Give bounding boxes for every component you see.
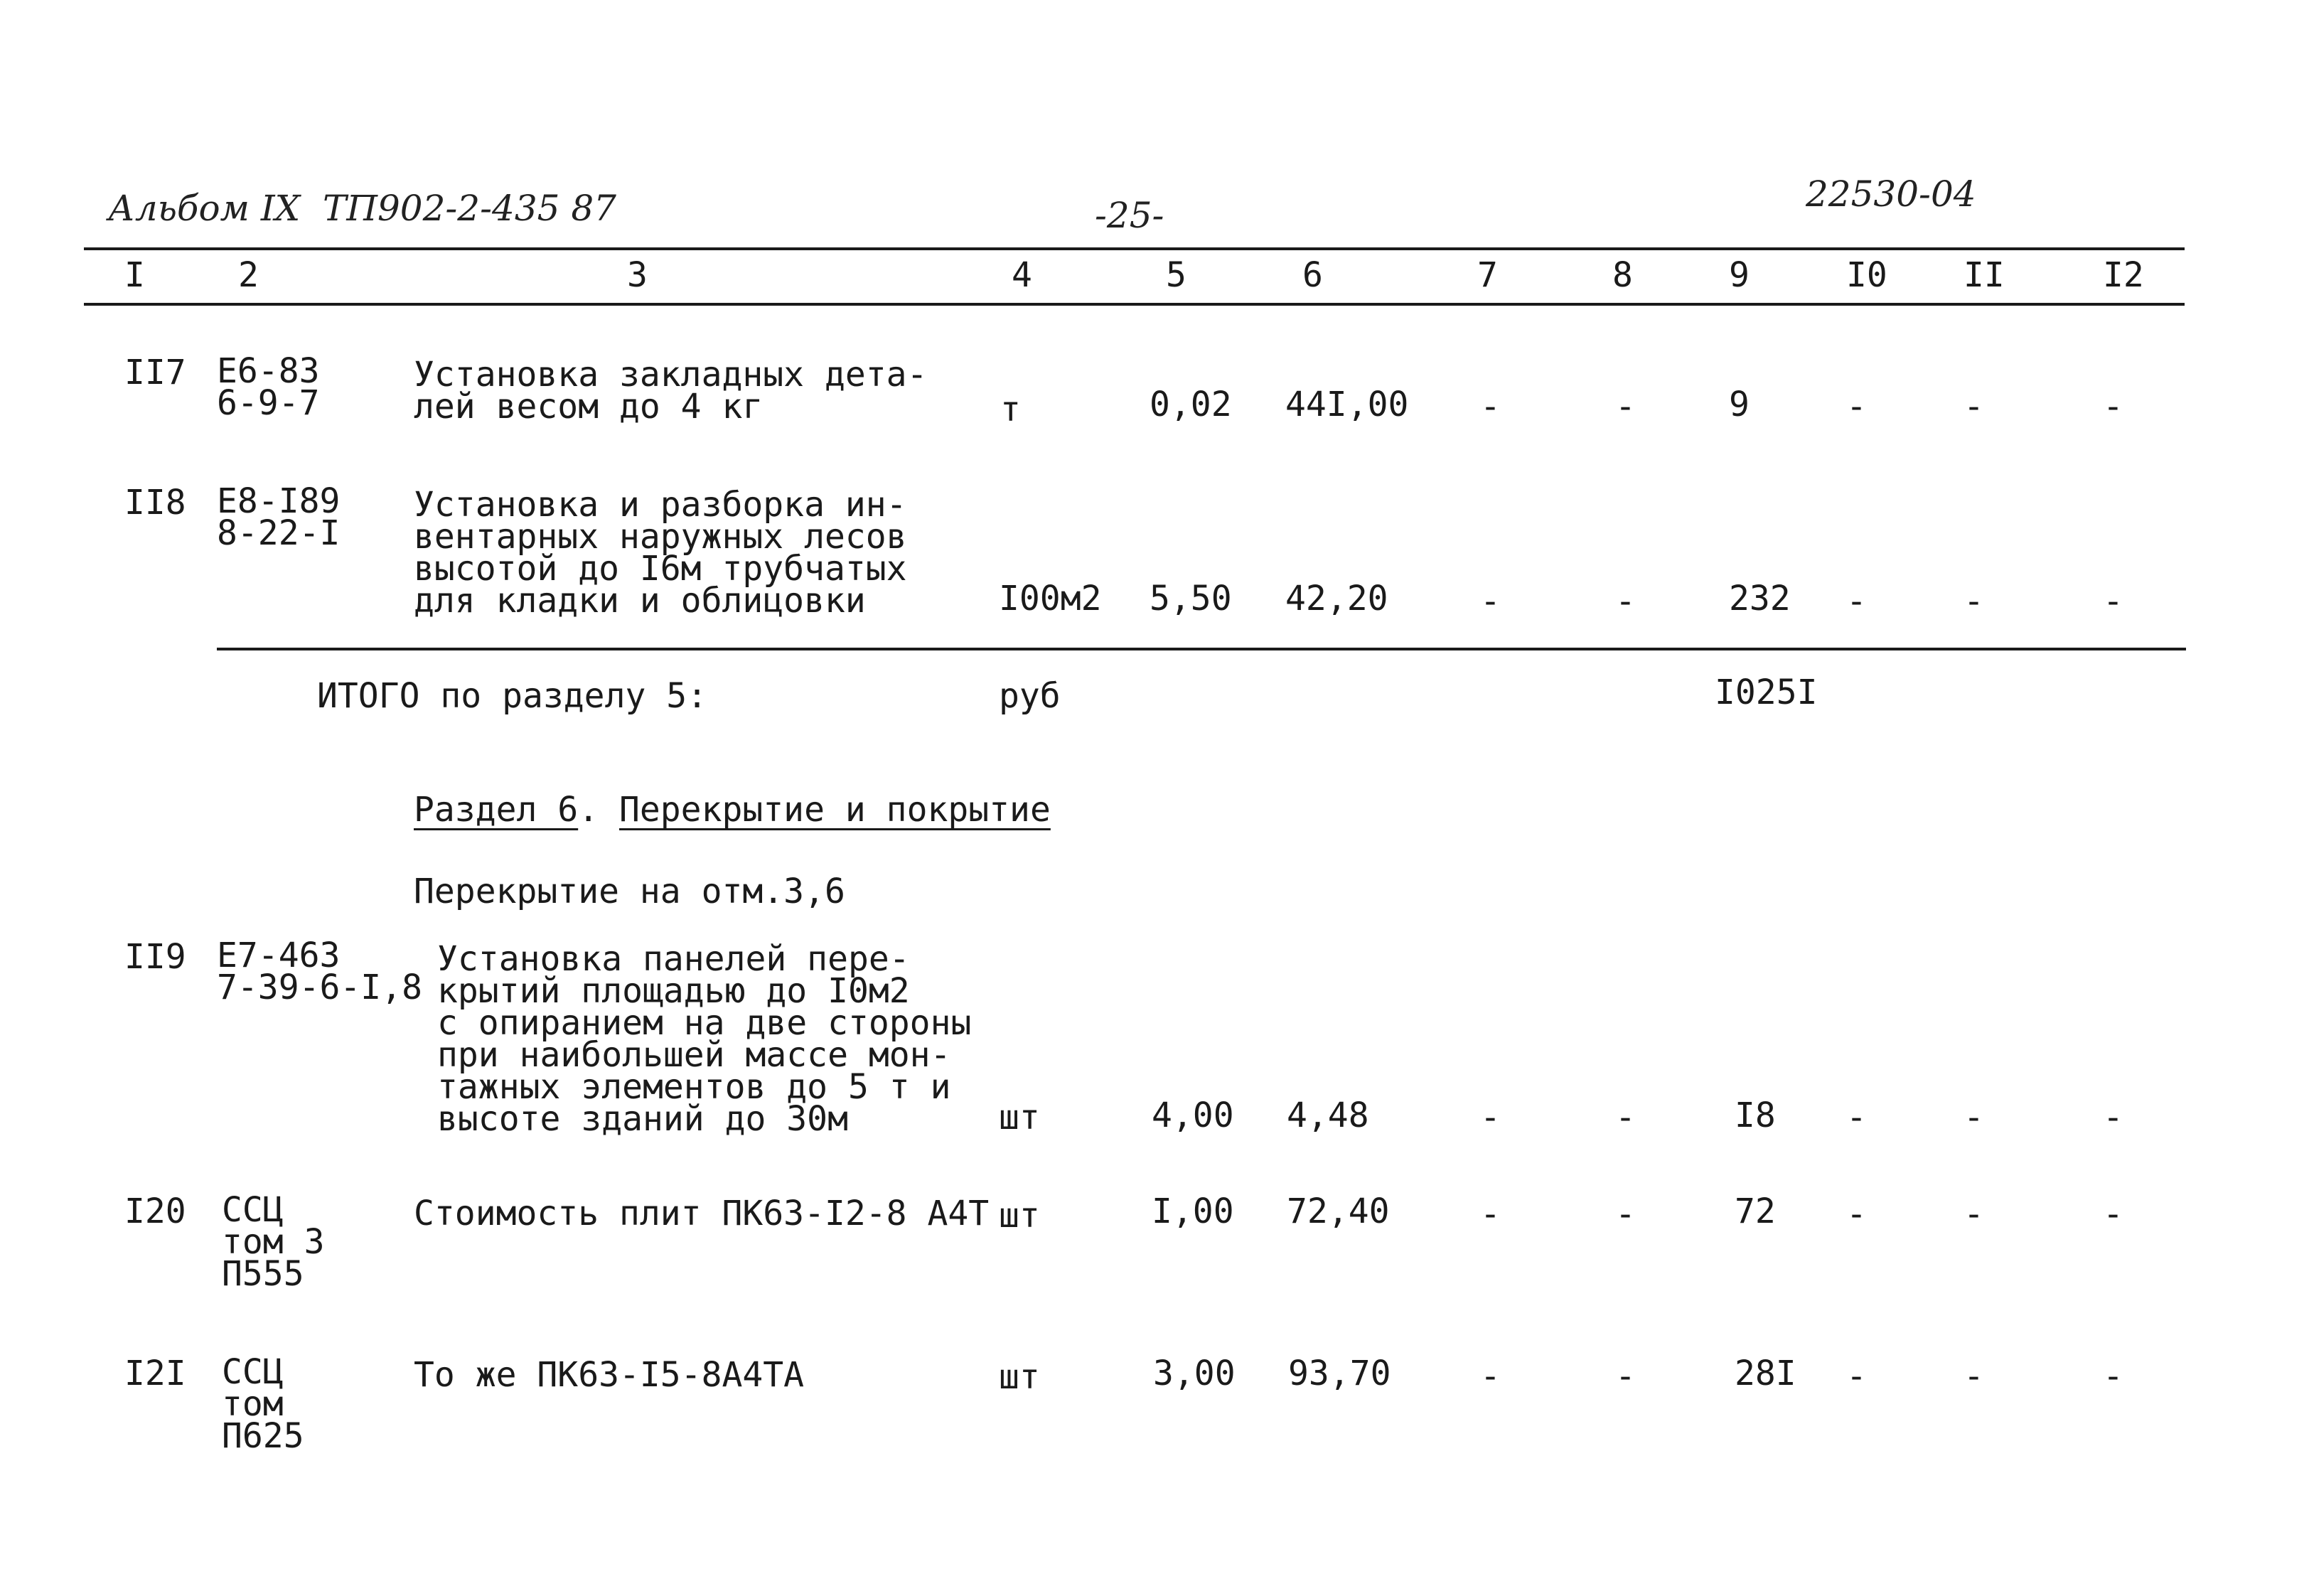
column-header: 6 — [1302, 255, 1323, 295]
row-col8: - — [1615, 1194, 1636, 1234]
row-description: То же ПК63-I5-8А4ТА — [414, 1355, 805, 1395]
column-header: 9 — [1729, 255, 1750, 295]
row-col12: - — [2103, 582, 2123, 621]
section-separator: . — [578, 790, 619, 830]
row-col8: - — [1615, 1098, 1636, 1137]
row-quantity: 3,00 — [1153, 1354, 1236, 1393]
row-total: I8 — [1735, 1096, 1776, 1135]
row-unit: шт — [999, 1357, 1040, 1397]
row-col12: - — [2103, 1356, 2123, 1396]
row-unit: шт — [999, 1196, 1040, 1236]
subsection-title: Перекрытие на отм.3,6 — [414, 872, 845, 911]
row-col7: - — [1480, 1098, 1501, 1137]
column-header: 3 — [627, 255, 648, 295]
row-col10: - — [1846, 387, 1867, 427]
row-number: II9 — [124, 937, 186, 977]
row-description: Установка закладных дета- лей весом до 4 кг — [414, 355, 928, 427]
row-quantity: 5,50 — [1150, 579, 1232, 618]
row-total: 28I — [1735, 1354, 1796, 1393]
row-col7: - — [1480, 1194, 1501, 1234]
row-description: Стоимость плит ПК63-I2-8 А4Т — [414, 1194, 990, 1233]
row-col11: - — [1964, 1098, 1984, 1137]
row-code: ССЦ том П625 — [222, 1352, 304, 1456]
row-number: I20 — [124, 1191, 186, 1231]
row-description: Установка и разборка ин- вентарных наружных лесов высотой до I6м трубчатых для кладки и облицовки — [414, 485, 907, 621]
row-col7: - — [1480, 1356, 1501, 1396]
row-col11: - — [1964, 582, 1984, 621]
album-title: Альбом IX ТП902-2-435 87 — [108, 188, 616, 229]
row-col11: - — [1964, 1194, 1984, 1234]
column-header: II — [1964, 255, 2005, 295]
row-unit: шт — [999, 1098, 1040, 1137]
row-col10: - — [1846, 1194, 1867, 1234]
row-price: 42,20 — [1285, 579, 1388, 618]
row-quantity: 0,02 — [1150, 385, 1232, 424]
column-header: I0 — [1846, 255, 1887, 295]
row-code: ССЦ том 3 П555 — [222, 1190, 325, 1294]
column-header: I2 — [2103, 255, 2144, 295]
row-quantity: 4,00 — [1152, 1096, 1234, 1135]
row-quantity: I,00 — [1152, 1191, 1234, 1231]
row-total: 9 — [1729, 385, 1750, 424]
row-description: Установка панелей пере- крытий площадью до I0м2 с опиранием на две стороны при наибольшей массе мон- тажных элементов до 5 т и высоте зданий до 30м — [437, 939, 972, 1139]
row-code: Е6-83 6-9-7 — [217, 351, 320, 423]
section-name: Перекрытие и покрытие — [618, 790, 1051, 830]
column-header: 4 — [1012, 255, 1032, 295]
row-number: I2I — [124, 1354, 186, 1393]
row-col12: - — [2103, 387, 2123, 427]
section-heading — [414, 790, 1051, 830]
row-col12: - — [2103, 1098, 2123, 1137]
row-total: 232 — [1729, 579, 1791, 618]
row-price: 4,48 — [1287, 1096, 1369, 1135]
row-unit: I00м2 — [999, 579, 1102, 618]
subtotal-total: I025I — [1715, 673, 1818, 712]
row-code: Е8-I89 8-22-I — [217, 481, 341, 553]
subtotal-unit: руб — [999, 676, 1061, 716]
row-col12: - — [2103, 1194, 2123, 1234]
row-price: 93,70 — [1288, 1354, 1391, 1393]
row-code: Е7-463 7-39-6-I,8 — [217, 936, 422, 1007]
row-total: 72 — [1735, 1191, 1776, 1231]
header-top-rule — [84, 247, 2185, 250]
row-price: 72,40 — [1287, 1191, 1390, 1231]
row-col8: - — [1615, 1356, 1636, 1396]
row-col8: - — [1615, 387, 1636, 427]
row-col10: - — [1846, 1098, 1867, 1137]
column-header: 2 — [238, 255, 259, 295]
row-number: II7 — [124, 353, 186, 392]
row-col7: - — [1480, 387, 1501, 427]
header-bottom-rule — [84, 303, 2185, 306]
column-header: 7 — [1477, 255, 1498, 295]
row-price: 44I,00 — [1285, 385, 1409, 424]
column-header: 8 — [1612, 255, 1633, 295]
row-unit: т — [1000, 390, 1021, 429]
row-col10: - — [1846, 1356, 1867, 1396]
subtotal-rule — [217, 648, 2186, 650]
row-number: II8 — [124, 483, 186, 523]
row-col8: - — [1615, 582, 1636, 621]
subtotal-label: ИТОГО по разделу 5: — [317, 676, 708, 716]
row-col7: - — [1480, 582, 1501, 621]
row-col11: - — [1964, 387, 1984, 427]
column-header: I — [124, 255, 145, 295]
section-prefix: Раздел 6 — [414, 790, 579, 830]
row-col10: - — [1846, 582, 1867, 621]
document-code: 22530-04 — [1806, 173, 1976, 215]
column-header: 5 — [1166, 255, 1186, 295]
row-col11: - — [1964, 1356, 1984, 1396]
page-number: -25- — [1095, 195, 1164, 236]
